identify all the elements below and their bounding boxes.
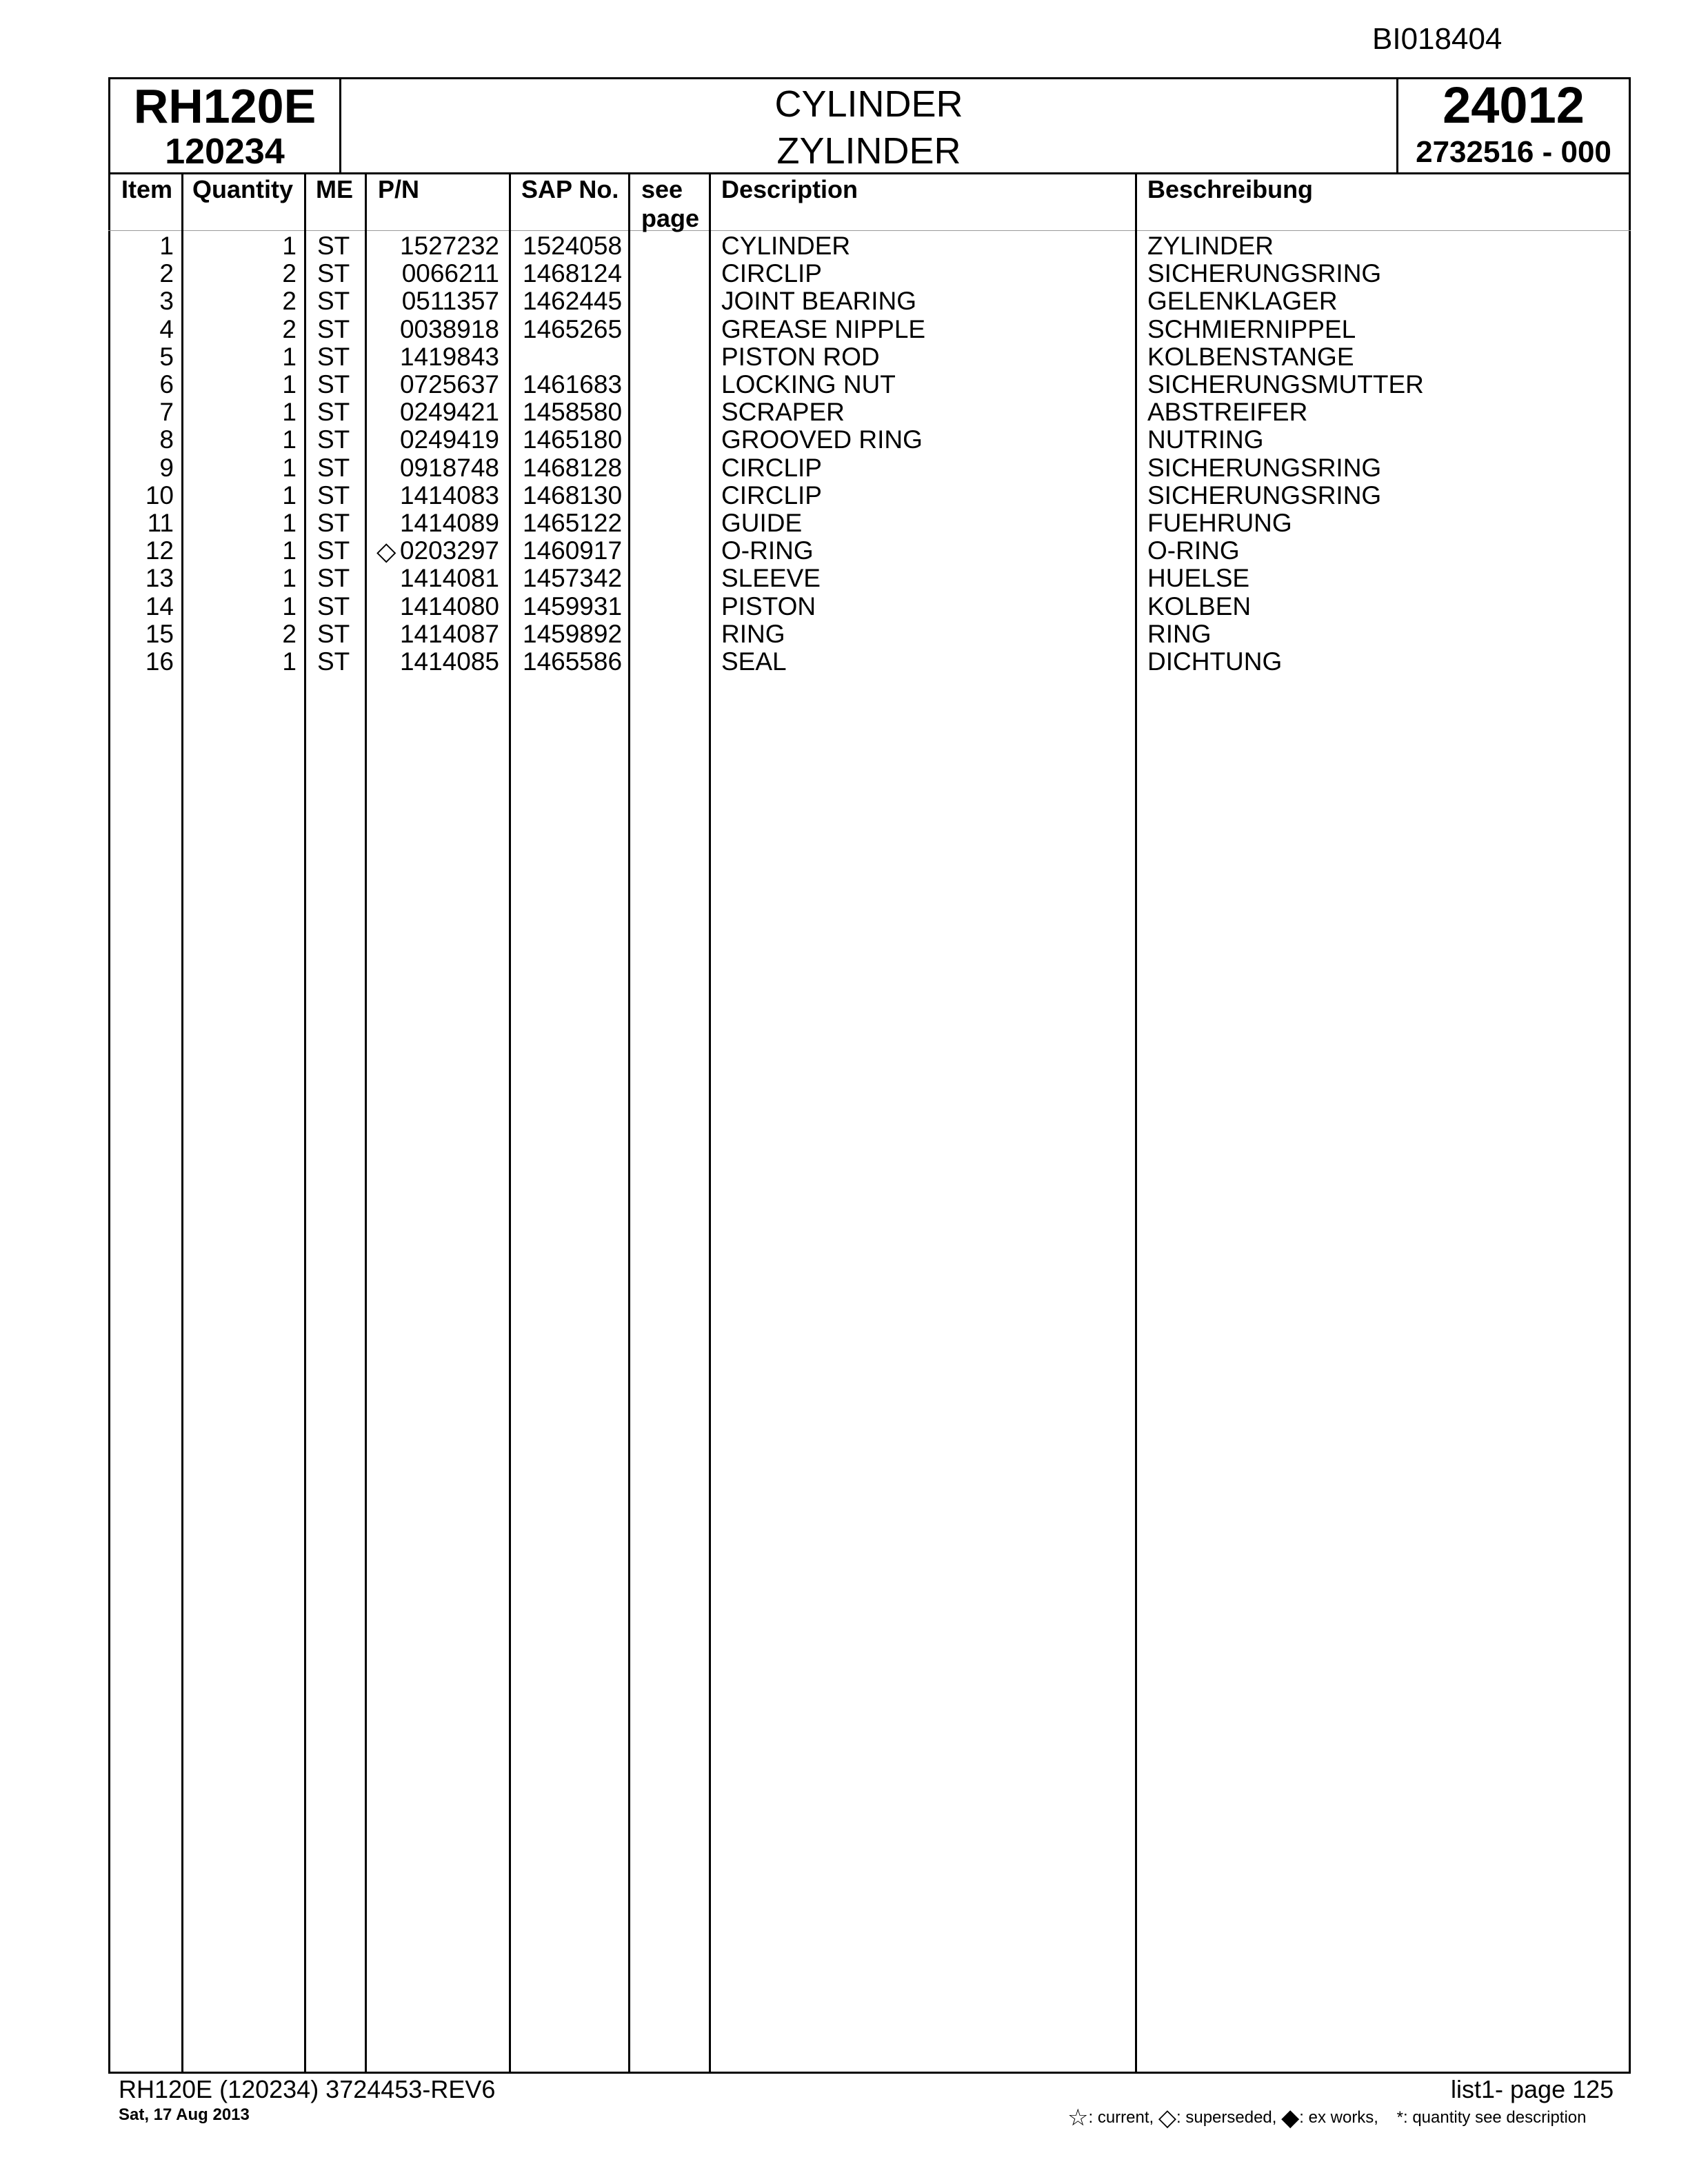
drawing-number: 2732516 - 000 [1416, 135, 1611, 169]
cell-description: GROOVED RING [721, 425, 923, 454]
cell-quantity: 2 [282, 619, 297, 648]
cell-beschreibung: SICHERUNGSMUTTER [1147, 370, 1424, 398]
cell-sap: 1465586 [523, 647, 623, 676]
cell-item: 13 [145, 564, 174, 593]
cell-description: SEAL [721, 647, 787, 676]
col-header-item: Item [121, 175, 173, 203]
cell-description: PISTON [721, 592, 816, 620]
superseded-diamond-icon: ◇ [376, 537, 396, 566]
cell-description: O-RING [721, 536, 814, 565]
cell-description: LOCKING NUT [721, 370, 896, 398]
cell-quantity: 1 [282, 398, 297, 427]
cell-sap: 1461683 [523, 370, 623, 398]
cell-pn: 0066211 [401, 259, 499, 288]
cell-item: 12 [145, 536, 174, 565]
cell-me: ST [317, 425, 350, 454]
diamond-outline-icon: ◇ [1158, 2105, 1177, 2131]
column-header-divider [108, 230, 1631, 231]
cell-pn: 0725637 [399, 370, 499, 398]
cell-description: CIRCLIP [721, 453, 822, 482]
cell-beschreibung: SICHERUNGSRING [1147, 481, 1382, 509]
cell-item: 5 [159, 342, 174, 371]
cell-quantity: 1 [282, 232, 297, 260]
footer-doc-ref: RH120E (120234) 3724453-REV6 [119, 2075, 496, 2103]
cell-sap: 1468130 [523, 481, 623, 509]
legend-current: : current, [1088, 2108, 1154, 2127]
col-header-description: Description [721, 175, 858, 203]
cell-item: 7 [159, 398, 174, 427]
cell-sap: 1465122 [523, 509, 623, 537]
cell-me: ST [317, 287, 350, 316]
cell-description: PISTON ROD [721, 342, 880, 371]
cell-sap: 1462445 [523, 287, 623, 316]
cell-description: CIRCLIP [721, 259, 822, 288]
cell-sap: 1465180 [523, 425, 623, 454]
document-id: BI018404 [1372, 22, 1503, 56]
cell-quantity: 1 [282, 481, 297, 509]
cell-sap: 1459931 [523, 592, 623, 620]
cell-me: ST [317, 509, 350, 537]
cell-description: GREASE NIPPLE [721, 314, 926, 343]
cell-description: RING [721, 619, 785, 648]
cell-beschreibung: SCHMIERNIPPEL [1147, 314, 1356, 343]
cell-beschreibung: FUEHRUNG [1147, 509, 1292, 537]
cell-beschreibung: ABSTREIFER [1147, 398, 1308, 427]
model-name: RH120E [133, 79, 316, 133]
col-header-quantity: Quantity [192, 175, 293, 203]
cell-item: 8 [159, 425, 174, 454]
cell-quantity: 1 [282, 370, 297, 398]
cell-sap: 1465265 [523, 314, 623, 343]
cell-beschreibung: SICHERUNGSRING [1147, 453, 1382, 482]
cell-beschreibung: RING [1147, 619, 1212, 648]
cell-description: GUIDE [721, 509, 803, 537]
cell-description: JOINT BEARING [721, 287, 917, 316]
asterisk-icon: * [1396, 2108, 1403, 2127]
col-line-seepage [709, 172, 711, 2074]
cell-beschreibung: HUELSE [1147, 564, 1250, 593]
col-line-desc [1135, 172, 1137, 2074]
cell-pn: 1419843 [399, 342, 499, 371]
footer-page-number: list1- page 125 [1451, 2075, 1614, 2103]
cell-me: ST [317, 592, 350, 620]
cell-pn: 1414080 [399, 592, 499, 620]
cell-beschreibung: O-RING [1147, 536, 1240, 565]
cell-sap: 1460917 [523, 536, 623, 565]
cell-description: CIRCLIP [721, 481, 822, 509]
col-header-beschreibung: Beschreibung [1147, 175, 1314, 203]
title-english: CYLINDER [774, 83, 963, 125]
cell-item: 2 [159, 259, 174, 288]
cell-me: ST [317, 370, 350, 398]
cell-me: ST [317, 232, 350, 260]
cell-pn: 1414081 [399, 564, 499, 593]
cell-quantity: 1 [282, 342, 297, 371]
cell-pn: 1414085 [399, 647, 499, 676]
cell-sap: 1457342 [523, 564, 623, 593]
cell-beschreibung: NUTRING [1147, 425, 1264, 454]
col-header-sap: SAP No. [521, 175, 619, 203]
cell-sap: 1458580 [523, 398, 623, 427]
cell-me: ST [317, 453, 350, 482]
cell-pn: 0038918 [399, 314, 499, 343]
cell-description: SLEEVE [721, 564, 821, 593]
cell-pn: 0249421 [399, 398, 499, 427]
symbol-legend [1067, 2104, 1587, 2132]
cell-description: SCRAPER [721, 398, 845, 427]
cell-me: ST [317, 481, 350, 509]
cell-quantity: 1 [282, 425, 297, 454]
col-line-qty [304, 172, 306, 2074]
cell-me: ST [317, 536, 350, 565]
cell-quantity: 2 [282, 259, 297, 288]
cell-beschreibung: KOLBEN [1147, 592, 1252, 620]
diamond-filled-icon: ◆ [1281, 2105, 1300, 2131]
cell-sap: 1468124 [523, 259, 623, 288]
cell-me: ST [317, 564, 350, 593]
cell-me: ST [317, 342, 350, 371]
cell-sap: 1468128 [523, 453, 623, 482]
cell-me: ST [317, 259, 350, 288]
cell-beschreibung: KOLBENSTANGE [1147, 342, 1354, 371]
legend-quantity: : quantity see description [1403, 2108, 1587, 2127]
cell-me: ST [317, 314, 350, 343]
col-header-see: see [641, 175, 683, 203]
cell-quantity: 1 [282, 564, 297, 593]
cell-item: 11 [147, 509, 174, 537]
cell-quantity: 1 [282, 647, 297, 676]
cell-pn: 1414087 [399, 619, 499, 648]
cell-quantity: 2 [282, 314, 297, 343]
cell-item: 3 [159, 287, 174, 316]
header-divider [108, 172, 1631, 174]
page-code: 24012 [1443, 77, 1585, 134]
col-header-me: ME [316, 175, 353, 203]
cell-quantity: 1 [282, 592, 297, 620]
cell-beschreibung: ZYLINDER [1147, 232, 1274, 260]
cell-pn: 1414083 [399, 481, 499, 509]
cell-quantity: 2 [282, 287, 297, 316]
cell-pn: 0203297 [399, 536, 499, 565]
cell-pn: 1527232 [399, 232, 499, 260]
cell-pn: 0511357 [401, 287, 499, 316]
cell-beschreibung: SICHERUNGSRING [1147, 259, 1382, 288]
cell-pn: 0249419 [399, 425, 499, 454]
col-line-pn [509, 172, 511, 2074]
cell-item: 6 [159, 370, 174, 398]
cell-sap: 1459892 [523, 619, 623, 648]
cell-description: CYLINDER [721, 232, 851, 260]
cell-item: 1 [159, 232, 174, 260]
cell-item: 4 [159, 314, 174, 343]
cell-quantity: 1 [282, 453, 297, 482]
col-header-pn: P/N [378, 175, 420, 203]
cell-beschreibung: DICHTUNG [1147, 647, 1283, 676]
cell-me: ST [317, 619, 350, 648]
cell-pn: 0918748 [399, 453, 499, 482]
cell-item: 10 [145, 481, 174, 509]
title-german: ZYLINDER [776, 130, 961, 172]
serial-number: 120234 [165, 132, 285, 172]
cell-item: 15 [145, 619, 174, 648]
col-header-page: page [641, 204, 700, 232]
cell-me: ST [317, 398, 350, 427]
legend-exworks: : ex works, [1299, 2108, 1378, 2127]
cell-item: 14 [145, 592, 174, 620]
cell-me: ST [317, 647, 350, 676]
cell-sap: 1524058 [523, 232, 623, 260]
col-line-sap [628, 172, 630, 2074]
star-outline-icon: ☆ [1067, 2105, 1089, 2131]
footer-date: Sat, 17 Aug 2013 [119, 2105, 250, 2124]
cell-quantity: 1 [282, 536, 297, 565]
cell-item: 16 [145, 647, 174, 676]
cell-pn: 1414089 [399, 509, 499, 537]
cell-beschreibung: GELENKLAGER [1147, 287, 1338, 316]
cell-quantity: 1 [282, 509, 297, 537]
cell-item: 9 [159, 453, 174, 482]
legend-superseded: : superseded, [1176, 2108, 1277, 2127]
